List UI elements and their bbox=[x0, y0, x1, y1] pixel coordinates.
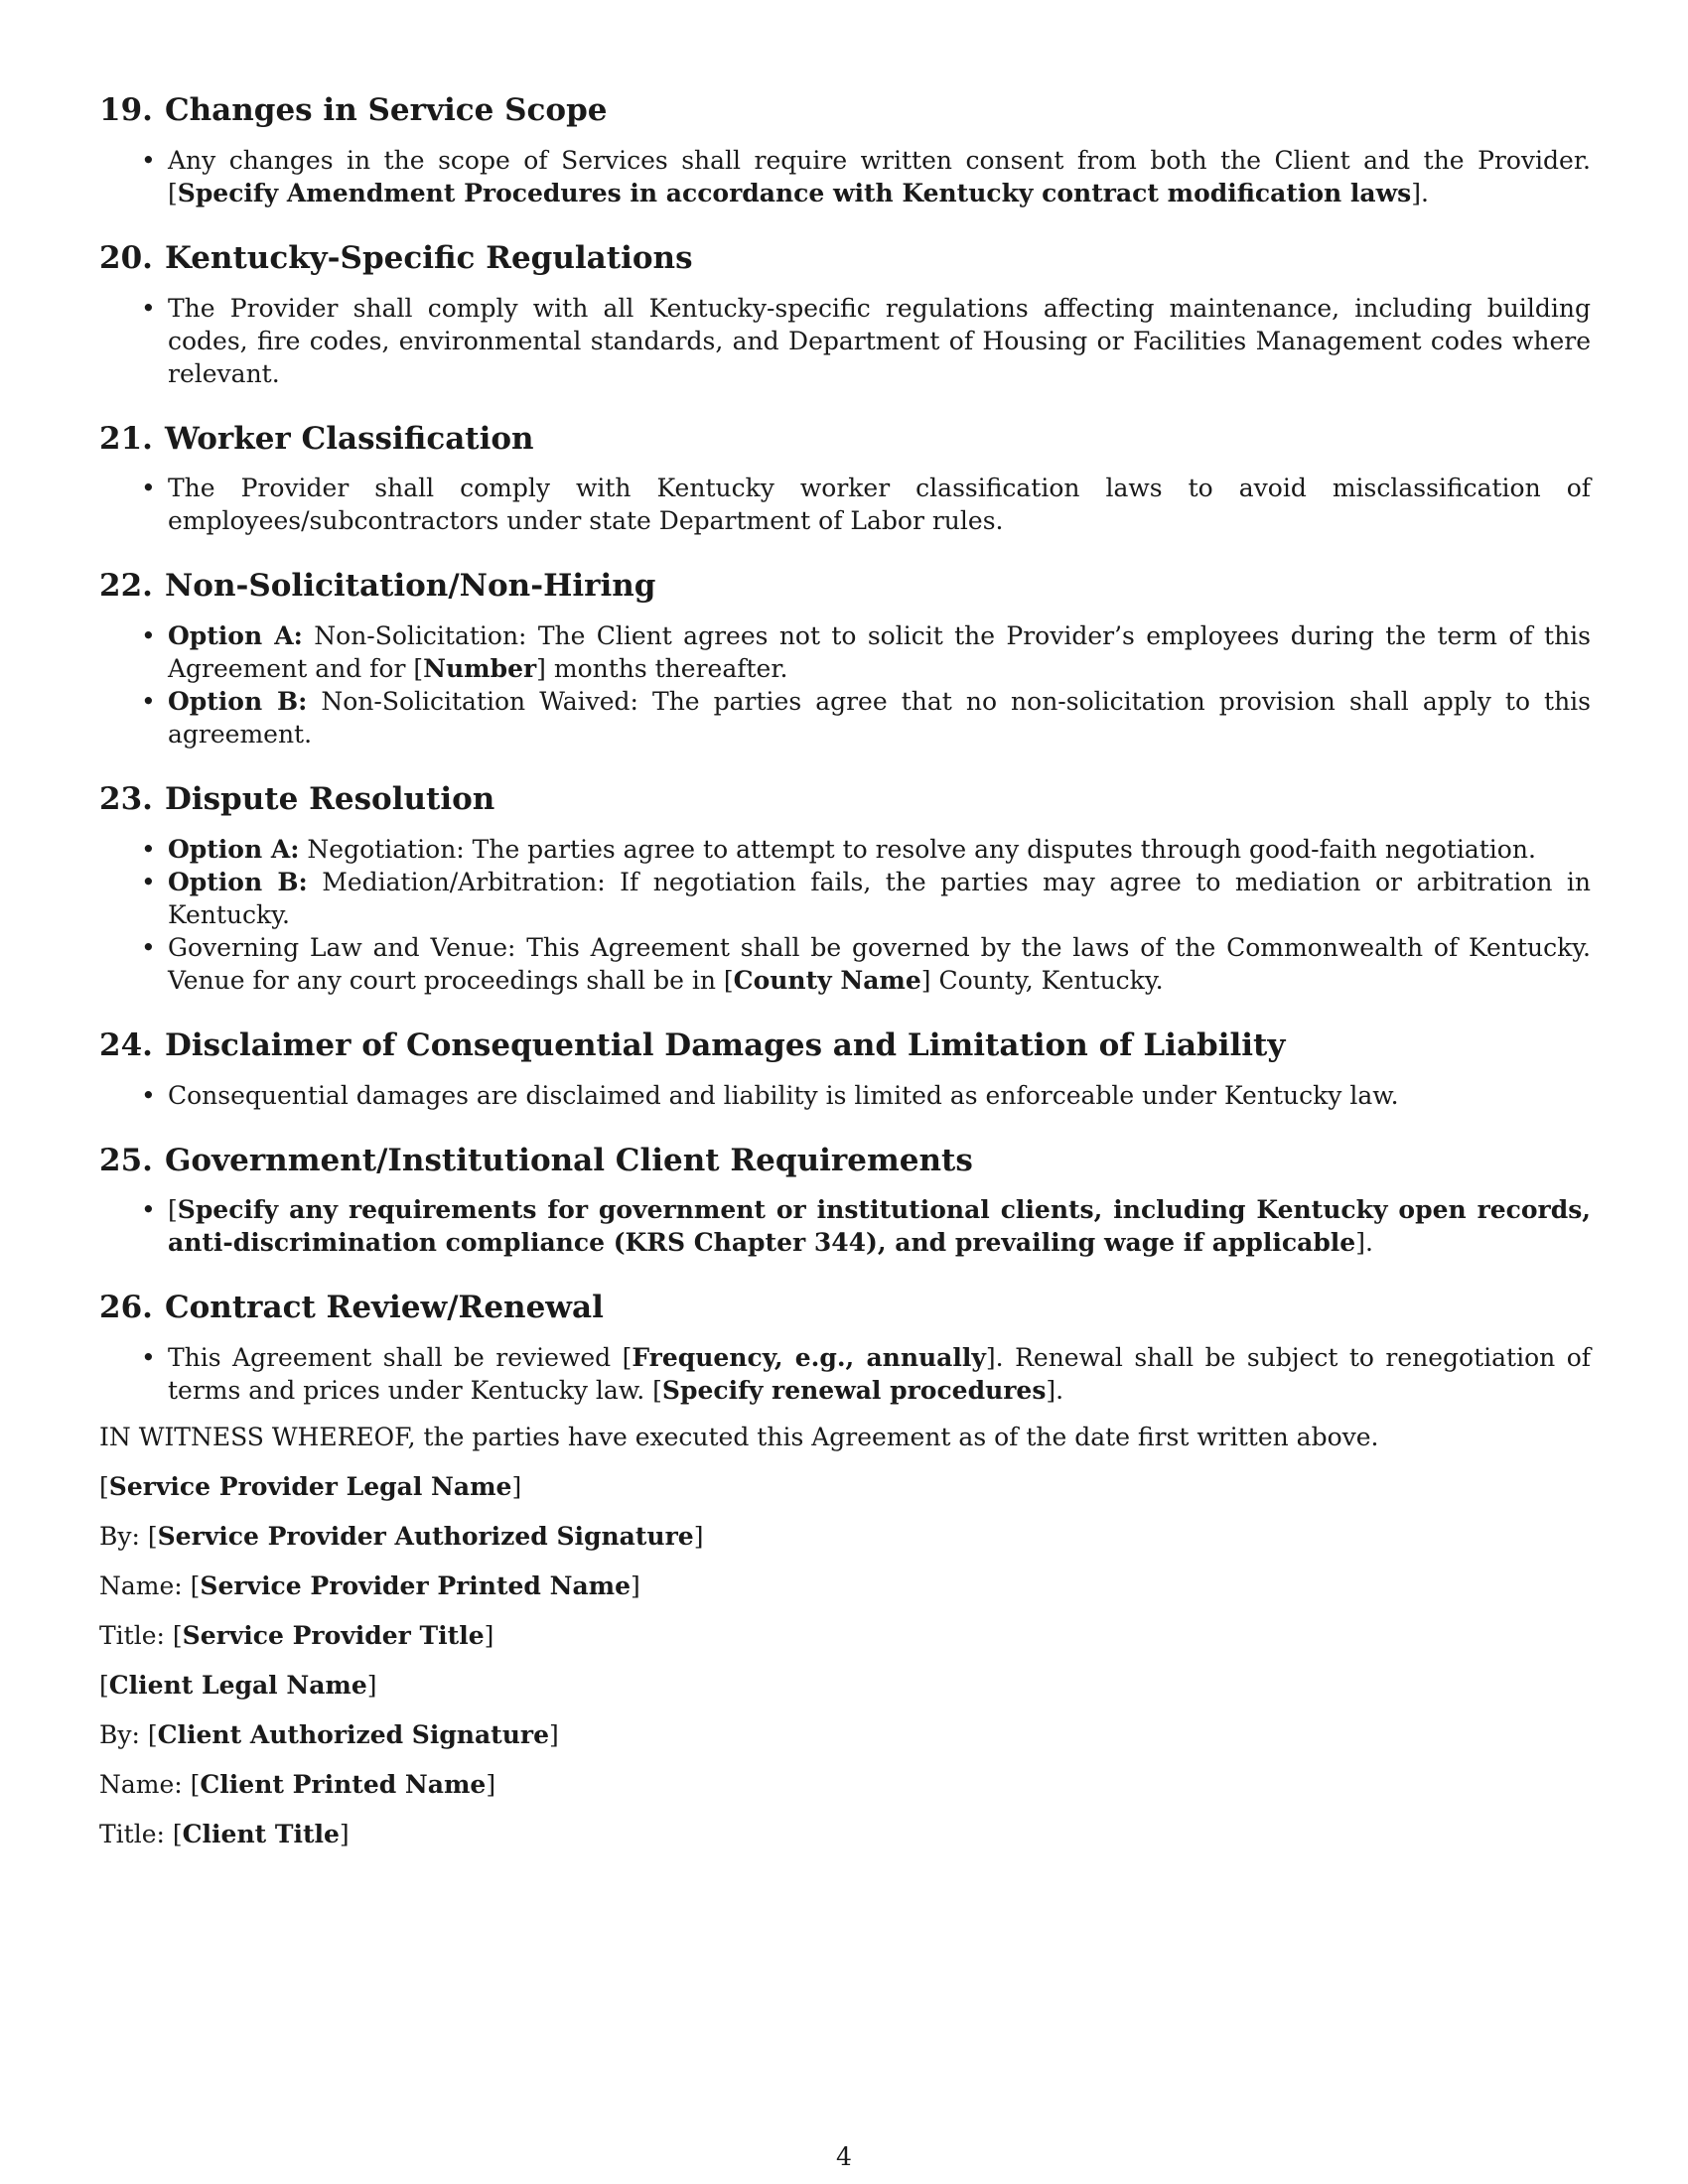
item-text: Non-Solicitation Waived: The parties agree that no non-solicitation provision shall apply to this agreement. bbox=[168, 687, 1592, 749]
sig-suffix: ] bbox=[339, 1820, 350, 1848]
section-22 bbox=[99, 567, 1591, 751]
page-number: 4 bbox=[836, 2142, 852, 2171]
section-heading bbox=[99, 1026, 1591, 1065]
sig-placeholder: Client Authorized Signature bbox=[157, 1720, 549, 1749]
item-text-tail: ]. bbox=[1411, 178, 1429, 207]
list-item bbox=[168, 866, 1591, 931]
option-label: Option A: bbox=[168, 621, 303, 650]
client-legal-name-line bbox=[99, 1669, 1591, 1702]
list-item bbox=[168, 1193, 1591, 1259]
sig-prefix: [ bbox=[99, 1671, 109, 1700]
sig-prefix: By: [ bbox=[99, 1720, 158, 1749]
sig-suffix: ] bbox=[693, 1522, 704, 1551]
item-text-tail: ] months thereafter. bbox=[536, 654, 788, 683]
section-heading bbox=[99, 1142, 1591, 1180]
sig-prefix: Name: [ bbox=[99, 1770, 201, 1799]
section-number: 22. bbox=[99, 568, 153, 605]
sig-prefix: By: [ bbox=[99, 1522, 158, 1551]
list-item bbox=[168, 292, 1591, 390]
sig-placeholder: Service Provider Printed Name bbox=[200, 1571, 632, 1600]
signature-block bbox=[99, 1470, 1591, 1850]
section-title: Contract Review/Renewal bbox=[164, 1290, 604, 1326]
placeholder-text: Frequency, e.g., annually bbox=[632, 1343, 986, 1372]
sig-placeholder: Service Provider Legal Name bbox=[108, 1472, 512, 1501]
placeholder-text: Specify renewal procedures bbox=[661, 1376, 1047, 1405]
list-item bbox=[168, 619, 1591, 685]
item-text-tail: ]. Renewal shall be subject to renegotiation of terms and prices under Kentucky law. [ bbox=[168, 1343, 1591, 1405]
placeholder-text: County Name bbox=[733, 965, 921, 995]
section-heading bbox=[99, 780, 1591, 819]
section-number: 20. bbox=[99, 239, 153, 276]
bullet-list bbox=[99, 1193, 1591, 1259]
bullet-list bbox=[99, 292, 1591, 390]
section-21 bbox=[99, 420, 1591, 538]
option-label: Option B: bbox=[168, 687, 308, 716]
sig-prefix: Title: [ bbox=[99, 1621, 183, 1650]
section-title: Kentucky-Specific Regulations bbox=[164, 239, 693, 276]
client-title-line bbox=[99, 1818, 1591, 1850]
bullet-list bbox=[99, 472, 1591, 537]
sig-suffix: ] bbox=[366, 1671, 377, 1700]
item-text: Consequential damages are disclaimed and liability is limited as enforceable under Kentucky law. bbox=[168, 1080, 1399, 1110]
sig-suffix: ] bbox=[484, 1621, 494, 1650]
section-title: Changes in Service Scope bbox=[164, 92, 608, 128]
list-item bbox=[168, 1341, 1591, 1407]
placeholder-text: Specify Amendment Procedures in accordance with Kentucky contract modification laws bbox=[177, 178, 1412, 207]
client-signature-line bbox=[99, 1718, 1591, 1751]
bullet-list bbox=[99, 144, 1591, 209]
item-text: Negotiation: The parties agree to attempt to resolve any disputes through good-faith negotiation. bbox=[299, 834, 1536, 864]
section-number: 21. bbox=[99, 420, 153, 457]
sig-prefix: [ bbox=[99, 1472, 109, 1501]
sig-suffix: ] bbox=[486, 1770, 496, 1799]
sig-placeholder: Service Provider Title bbox=[182, 1621, 485, 1650]
provider-printed-name-line bbox=[99, 1570, 1591, 1602]
witness-clause: IN WITNESS WHEREOF, the parties have executed this Agreement as of the date first written above. bbox=[99, 1423, 1379, 1451]
sig-placeholder: Client Printed Name bbox=[200, 1770, 487, 1799]
option-label: Option A: bbox=[168, 834, 300, 864]
section-number: 19. bbox=[99, 92, 153, 128]
client-printed-name-line bbox=[99, 1768, 1591, 1801]
section-heading bbox=[99, 239, 1591, 278]
bullet-list bbox=[99, 1079, 1591, 1112]
section-25 bbox=[99, 1142, 1591, 1260]
sig-placeholder: Client Title bbox=[182, 1820, 340, 1848]
placeholder-text: Number bbox=[423, 654, 537, 683]
sig-suffix: ] bbox=[511, 1472, 522, 1501]
section-number: 24. bbox=[99, 1026, 153, 1063]
provider-legal-name-line bbox=[99, 1470, 1591, 1503]
section-number: 25. bbox=[99, 1142, 153, 1178]
list-item bbox=[168, 1079, 1591, 1112]
item-text: Governing Law and Venue: This Agreement shall be governed by the laws of the Commonwealth of Kentucky. Venue for any court proceedings shall be in [ bbox=[168, 932, 1591, 995]
section-heading bbox=[99, 567, 1591, 606]
list-item bbox=[168, 833, 1591, 866]
item-text-tail: ]. bbox=[1046, 1376, 1064, 1405]
list-item bbox=[168, 931, 1591, 997]
list-item bbox=[168, 472, 1591, 537]
list-item bbox=[168, 144, 1591, 209]
section-title: Dispute Resolution bbox=[164, 781, 495, 817]
item-text: Non-Solicitation: The Client agrees not to solicit the Provider’s employees during the term of this Agreement and for [ bbox=[168, 621, 1591, 683]
item-text: Mediation/Arbitration: If negotiation fails, the parties may agree to mediation or arbitration in Kentucky. bbox=[168, 867, 1592, 929]
item-text: [ bbox=[168, 1195, 178, 1225]
sig-suffix: ] bbox=[549, 1720, 559, 1749]
section-number: 23. bbox=[99, 781, 153, 817]
section-24 bbox=[99, 1026, 1591, 1112]
sig-prefix: Title: [ bbox=[99, 1820, 183, 1848]
document-body bbox=[99, 91, 1591, 1867]
item-text: The Provider shall comply with all Kentucky-specific regulations affecting maintenance, including building codes, fire codes, environmental standards, and Department of Housing or Facilities Management codes where relevant. bbox=[168, 293, 1591, 388]
sig-placeholder: Client Legal Name bbox=[108, 1671, 367, 1700]
section-23 bbox=[99, 780, 1591, 997]
bullet-list bbox=[99, 1341, 1591, 1407]
section-heading bbox=[99, 1289, 1591, 1327]
item-text: Any changes in the scope of Services shall require written consent from both the Client and the Provider. [ bbox=[168, 145, 1591, 207]
provider-title-line bbox=[99, 1619, 1591, 1652]
section-title: Disclaimer of Consequential Damages and Limitation of Liability bbox=[164, 1026, 1286, 1063]
item-text-tail: ] County, Kentucky. bbox=[920, 965, 1164, 995]
section-heading bbox=[99, 420, 1591, 459]
section-heading bbox=[99, 91, 1591, 130]
bullet-list bbox=[99, 619, 1591, 751]
sig-placeholder: Service Provider Authorized Signature bbox=[157, 1522, 694, 1551]
option-label: Option B: bbox=[168, 867, 308, 896]
item-text: This Agreement shall be reviewed [ bbox=[168, 1343, 633, 1372]
provider-signature-line bbox=[99, 1520, 1591, 1553]
sig-prefix: Name: [ bbox=[99, 1571, 201, 1600]
placeholder-text: Specify any requirements for government or institutional clients, including Kentucky open records, anti-discrimination compliance (KRS Chapter 344), and prevailing wage if applicable bbox=[168, 1195, 1591, 1258]
section-number: 26. bbox=[99, 1290, 153, 1326]
section-title: Non-Solicitation/Non-Hiring bbox=[164, 568, 656, 605]
section-title: Worker Classification bbox=[164, 420, 534, 457]
section-20 bbox=[99, 239, 1591, 390]
sig-suffix: ] bbox=[631, 1571, 640, 1600]
section-26 bbox=[99, 1289, 1591, 1407]
item-text-tail: ]. bbox=[1355, 1228, 1373, 1258]
item-text: The Provider shall comply with Kentucky worker classification laws to avoid misclassification of employees/subcontractors under state Department of Labor rules. bbox=[168, 474, 1591, 536]
section-title: Government/Institutional Client Requirements bbox=[164, 1142, 973, 1178]
section-19 bbox=[99, 91, 1591, 209]
bullet-list bbox=[99, 833, 1591, 997]
list-item bbox=[168, 685, 1591, 751]
